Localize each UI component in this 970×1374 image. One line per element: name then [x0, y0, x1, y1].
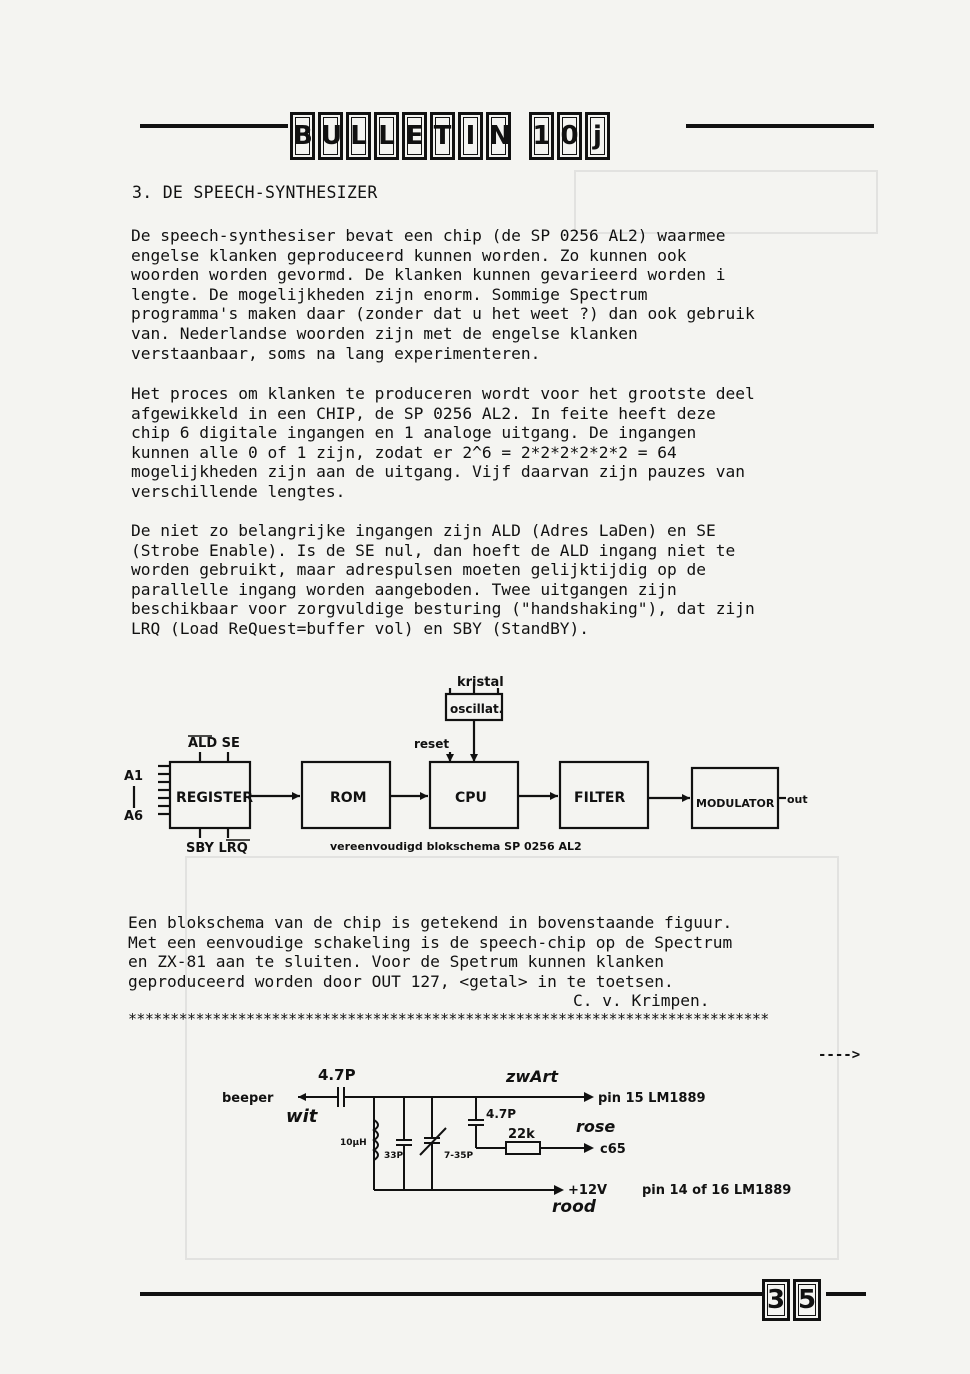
- footer-rule-left: [140, 1292, 762, 1296]
- kristal-label: kristal: [457, 675, 504, 690]
- reset-label: reset: [414, 737, 450, 751]
- header-letter: E: [402, 112, 427, 160]
- paragraph-inputs: De niet zo belangrijke ingangen zijn ALD (Adres LaDen) en SE (Strobe Enable). Is de SE nul, dan hoeft de ALD ingang niet te worden gebruikt, maar adrespulsen moeten gelijktijdig op de parallelle ingang worden aangeboden. Twee uitgangen zijn beschikbaar voor zorgvuldige besturing ("handshaking"), dat zijn LRQ (Load ReQuest=buffer vol) en SBY (StandBY).: [131, 521, 755, 638]
- diagram-caption: vereenvoudigd blokschema SP 0256 AL2: [330, 840, 582, 853]
- rom-label: ROM: [330, 790, 367, 806]
- cap-33p-label: 33P: [384, 1151, 404, 1161]
- issue-digit: 1: [529, 112, 554, 160]
- page-number: [762, 1279, 821, 1321]
- trimmer-label: 7-35P: [444, 1151, 474, 1161]
- filter-label: FILTER: [574, 790, 626, 806]
- a6-label: A6: [124, 809, 144, 824]
- pin14-label: pin 14 of 16 LM1889: [642, 1183, 792, 1198]
- author-signature: C. v. Krimpen.: [573, 991, 710, 1010]
- page-digit: 5: [793, 1279, 821, 1321]
- continue-arrow: ---->: [818, 1047, 861, 1063]
- issue-digit: j: [585, 112, 610, 160]
- paragraph-process: Het proces om klanken te produceren wordt voor het grootste deel afgewikkeld in een CHIP, de SP 0256 AL2. In feite heeft deze chip 6 digitale ingangen en 1 analoge uitgang. De ingangen kunnen alle 0 of 1 zijn, zodat er 2^6 = 2*2*2*2*2*2 = 64 mogelijkheden zijn aan de uitgang. Vijf daarvan zijn pauzes van verschillende lengtes.: [131, 384, 755, 501]
- plus12v-label: +12V: [568, 1183, 608, 1198]
- header-letter: N: [486, 112, 511, 160]
- rood-label: rood: [552, 1197, 596, 1217]
- paragraph-blokschema: Een blokschema van de chip is getekend in bovenstaande figuur. Met een eenvoudige schakeling is de speech-chip op de Spectrum en ZX-81 aan te sluiten. Voor de Spetrum kunnen klanken geproduceerd worden door OUT 127, <getal> in te toetsen.: [128, 913, 733, 991]
- a1-label: A1: [124, 769, 144, 784]
- header-letter: B: [290, 112, 315, 160]
- cap-4p7-label: 4.7P: [318, 1066, 356, 1084]
- header-letter: T: [430, 112, 455, 160]
- header-letter: I: [458, 112, 483, 160]
- header-letter: L: [374, 112, 399, 160]
- pin15-label: pin 15 LM1889: [598, 1091, 706, 1106]
- cpu-label: CPU: [455, 790, 487, 806]
- cap-4p7-b-label: 4.7P: [486, 1107, 517, 1121]
- page-digit: 3: [762, 1279, 790, 1321]
- header-letter: L: [346, 112, 371, 160]
- section-heading: 3. DE SPEECH-SYNTHESIZER: [132, 183, 378, 202]
- footer-rule-right: [826, 1292, 866, 1296]
- sby-lrq-label: SBY LRQ: [186, 841, 248, 856]
- resistor-label: 22k: [508, 1127, 535, 1142]
- ald-se-label: ALD SE: [188, 736, 240, 751]
- issue-digit: 0: [557, 112, 582, 160]
- beeper-label: beeper: [222, 1091, 274, 1106]
- out-label: out: [787, 793, 808, 806]
- rose-label: rose: [576, 1117, 616, 1136]
- c65-label: c65: [600, 1142, 626, 1157]
- wit-label: wit: [286, 1106, 318, 1127]
- oscillator-label: oscillat.: [450, 702, 504, 716]
- modulator-label: MODULATOR: [696, 797, 775, 810]
- zwart-label: zwArt: [506, 1067, 559, 1086]
- inductor-label: 10µH: [340, 1138, 367, 1148]
- register-label: REGISTER: [176, 790, 254, 806]
- separator-stars: ****************************************************************************: [128, 1010, 769, 1028]
- paragraph-intro: De speech-synthesiser bevat een chip (de SP 0256 AL2) waarmee engelse klanken geproduceerd kunnen worden. Zo kunnen ook woorden worden gevormd. De klanken kunnen gevarieerd worden i lengte. De mogelijkheden zijn enorm. Sommige Spectrum programma's maken daar (zonder dat u het weet ?) dan ook gebruik van. Nederlandse woorden zijn met de engelse klanken verstaanbaar, soms na lang experimenteren.: [131, 226, 755, 363]
- header-letter: U: [318, 112, 343, 160]
